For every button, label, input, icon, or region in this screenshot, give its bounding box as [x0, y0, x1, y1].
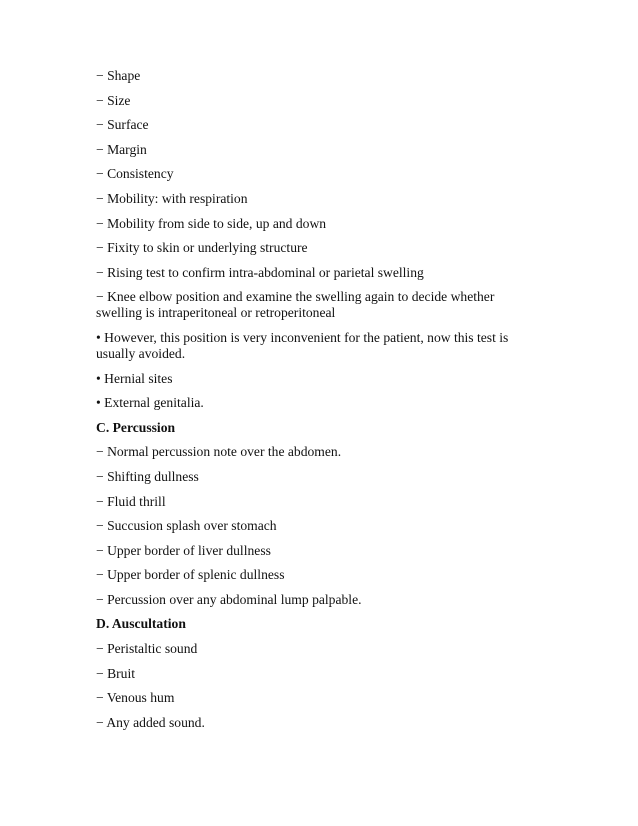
list-item-venous-hum: − Venous hum	[96, 690, 175, 706]
list-item-splenic-dullness: − Upper border of splenic dullness	[96, 567, 285, 583]
list-item-shifting-dullness: − Shifting dullness	[96, 468, 199, 484]
list-item-bruit: − Bruit	[96, 665, 136, 681]
list-item-rising-test: − Rising test to confirm intra-abdominal or parietal swelling	[96, 264, 424, 280]
list-item-liver-dullness: − Upper border of liver dullness	[96, 542, 271, 558]
list-item-peristaltic-sound: − Peristaltic sound	[96, 641, 198, 657]
bullet-item-however: • However, this position is very inconvenient for the patient, now this test is usually avoided.	[96, 329, 509, 361]
list-item-margin: − Margin	[96, 141, 147, 157]
document-page	[96, 68, 536, 739]
list-item-size: − Size	[96, 92, 131, 108]
list-item-mobility-side: − Mobility from side to side, up and down	[96, 215, 327, 231]
list-item-succusion-splash: − Succusion splash over stomach	[96, 518, 277, 534]
list-item-fluid-thrill: − Fluid thrill	[96, 493, 166, 509]
list-item-added-sound: − Any added sound.	[96, 714, 205, 730]
list-item-consistency: − Consistency	[96, 166, 174, 182]
list-item-percussion-lump: − Percussion over any abdominal lump palpable.	[96, 591, 362, 607]
list-item-fixity: − Fixity to skin or underlying structure	[96, 240, 308, 256]
bullet-item-hernial-sites: • Hernial sites	[96, 370, 173, 386]
list-item-mobility-respiration: − Mobility: with respiration	[96, 190, 248, 206]
section-heading-auscultation: D. Auscultation	[96, 616, 186, 632]
list-item-surface: − Surface	[96, 117, 149, 133]
section-heading-percussion: C. Percussion	[96, 419, 176, 435]
list-item-knee-elbow: − Knee elbow position and examine the swelling again to decide whether swelling is intraperitoneal or retroperitoneal	[96, 289, 495, 321]
list-item-normal-percussion: − Normal percussion note over the abdomen.	[96, 444, 342, 460]
list-item-shape: − Shape	[96, 68, 141, 83]
bullet-item-external-genitalia: • External genitalia.	[96, 395, 204, 411]
